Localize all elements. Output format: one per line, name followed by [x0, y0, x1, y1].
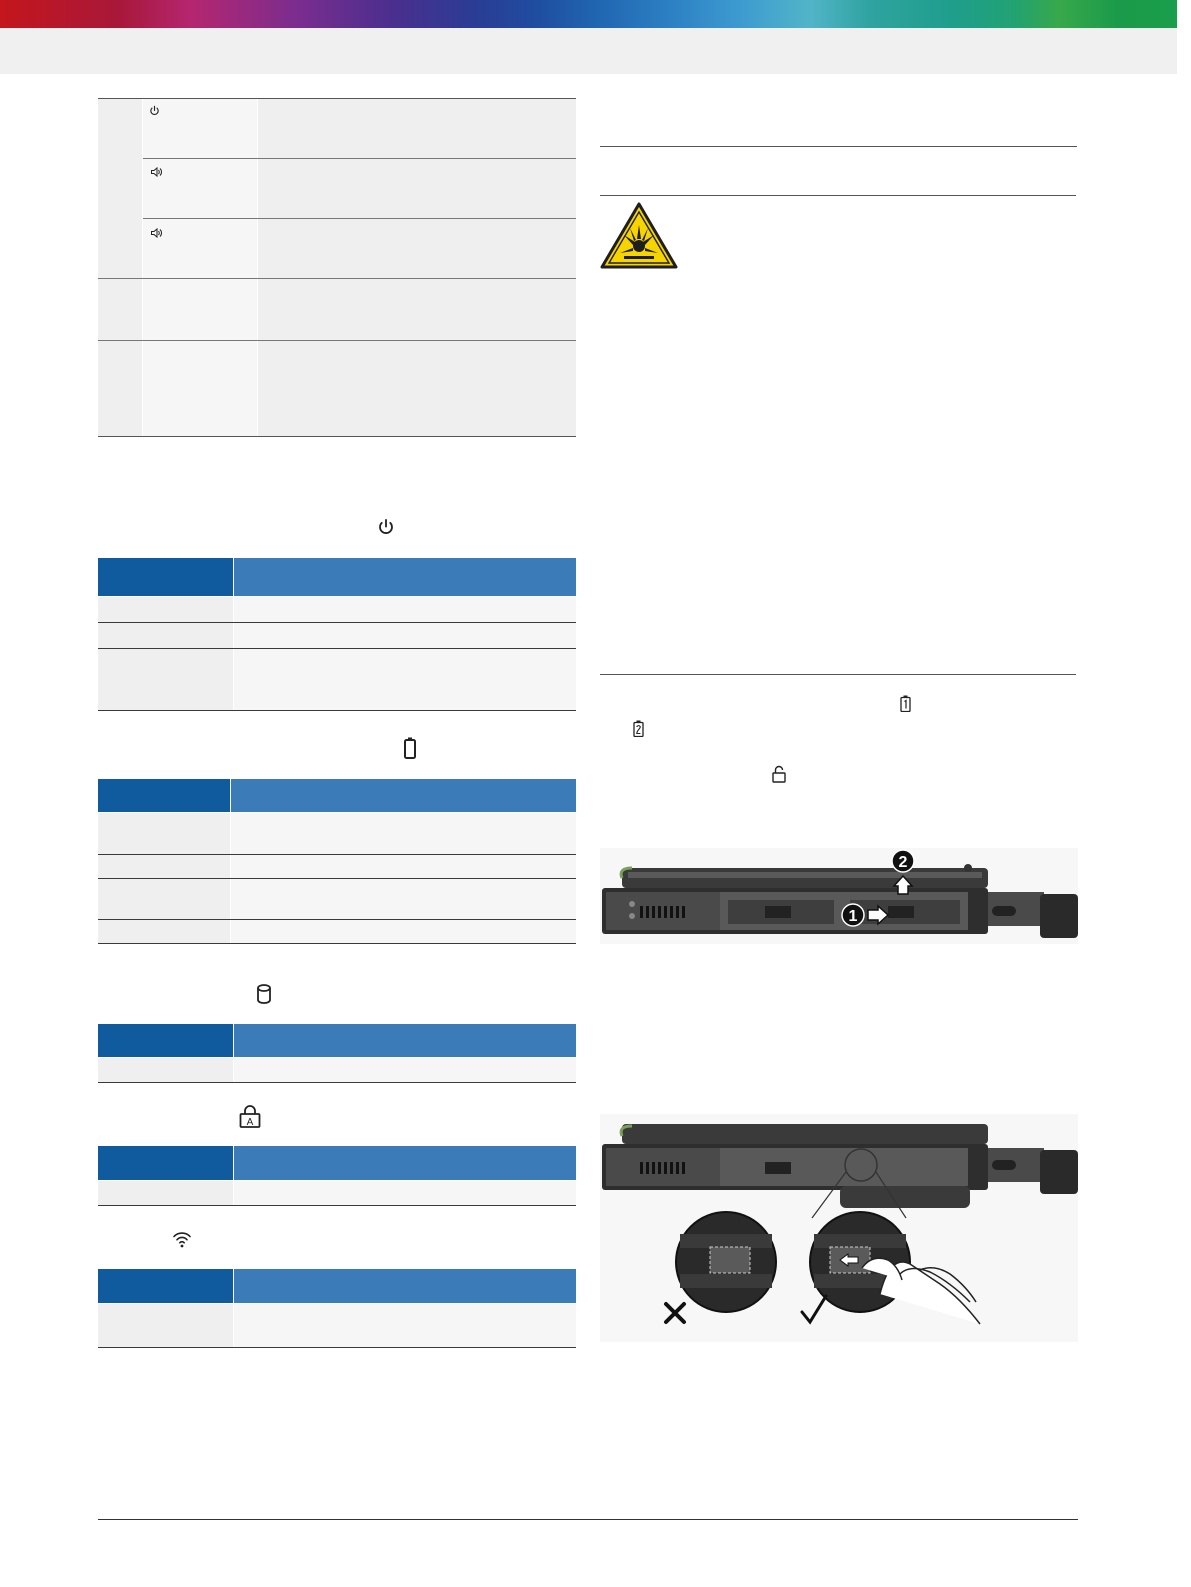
table-cell [98, 597, 233, 622]
unlock-icon [771, 764, 787, 783]
table-cell [231, 813, 576, 854]
table-cell [98, 1304, 233, 1347]
table-header-cell [234, 558, 576, 596]
battery-1-icon [898, 694, 912, 712]
table-cell [98, 879, 230, 919]
step-2-callout: 2 [898, 854, 908, 871]
table-cell [98, 279, 142, 340]
table-cell [98, 920, 230, 943]
section-rule [600, 195, 1076, 196]
table-cell [98, 1058, 233, 1082]
table-cell [143, 279, 257, 340]
table-cell [143, 99, 257, 158]
table-bottom-rule [98, 1205, 576, 1206]
section-rule [600, 674, 1076, 675]
table-cell [98, 1181, 233, 1205]
step-1-callout: 1 [848, 908, 858, 925]
table-cell [98, 649, 233, 710]
table-header-cell [98, 1269, 233, 1303]
power-icon [376, 517, 396, 537]
table-cell [98, 341, 142, 436]
explosion-warning-icon [600, 200, 678, 270]
caps-lock-letter: A [246, 1117, 254, 1128]
table-bottom-rule [98, 1082, 576, 1083]
table-bottom-rule [98, 710, 576, 711]
table-cell [231, 879, 576, 919]
brand-color-band [0, 0, 1191, 28]
table-cell [234, 1058, 576, 1082]
table-cell [258, 279, 576, 340]
section-rule [600, 146, 1077, 147]
table-header-cell [98, 779, 230, 812]
table-cell [143, 341, 257, 436]
table-cell [258, 219, 576, 278]
table-header-cell [98, 1146, 233, 1180]
table-cell [231, 855, 576, 878]
table-cell [234, 1304, 576, 1347]
caps-lock-icon [238, 1104, 262, 1128]
table-header-cell [234, 1146, 576, 1180]
table-bottom-rule [98, 436, 576, 437]
table-cell [234, 623, 576, 648]
power-icon [148, 104, 160, 116]
table-bottom-rule [98, 943, 576, 944]
table-cell [98, 99, 142, 279]
table-cell [231, 920, 576, 943]
table-cell [234, 1181, 576, 1205]
battery-2-icon [631, 719, 645, 737]
table-cell [98, 855, 230, 878]
table-header-cell [231, 779, 576, 812]
battery-removal-figure [600, 848, 1078, 944]
table-cell [234, 649, 576, 710]
footer-rule [98, 1519, 1078, 1520]
table-cell [258, 159, 576, 218]
header-bar [0, 28, 1191, 74]
hard-drive-icon [255, 983, 273, 1005]
speaker-icon [149, 226, 163, 239]
table-cell [98, 623, 233, 648]
table-cell [258, 341, 576, 436]
battery-latch-figure [600, 1114, 1078, 1342]
table-cell [258, 99, 576, 158]
table-header-cell [234, 1269, 576, 1303]
table-header-cell [98, 1024, 233, 1057]
wifi-icon [171, 1229, 193, 1249]
table-header-cell [234, 1024, 576, 1057]
speaker-icon [149, 165, 163, 178]
table-cell [98, 813, 230, 854]
table-header-cell [98, 558, 233, 596]
battery-icon [401, 736, 419, 760]
table-cell [234, 597, 576, 622]
table-bottom-rule [98, 1347, 576, 1348]
page-edge [1177, 0, 1191, 1587]
